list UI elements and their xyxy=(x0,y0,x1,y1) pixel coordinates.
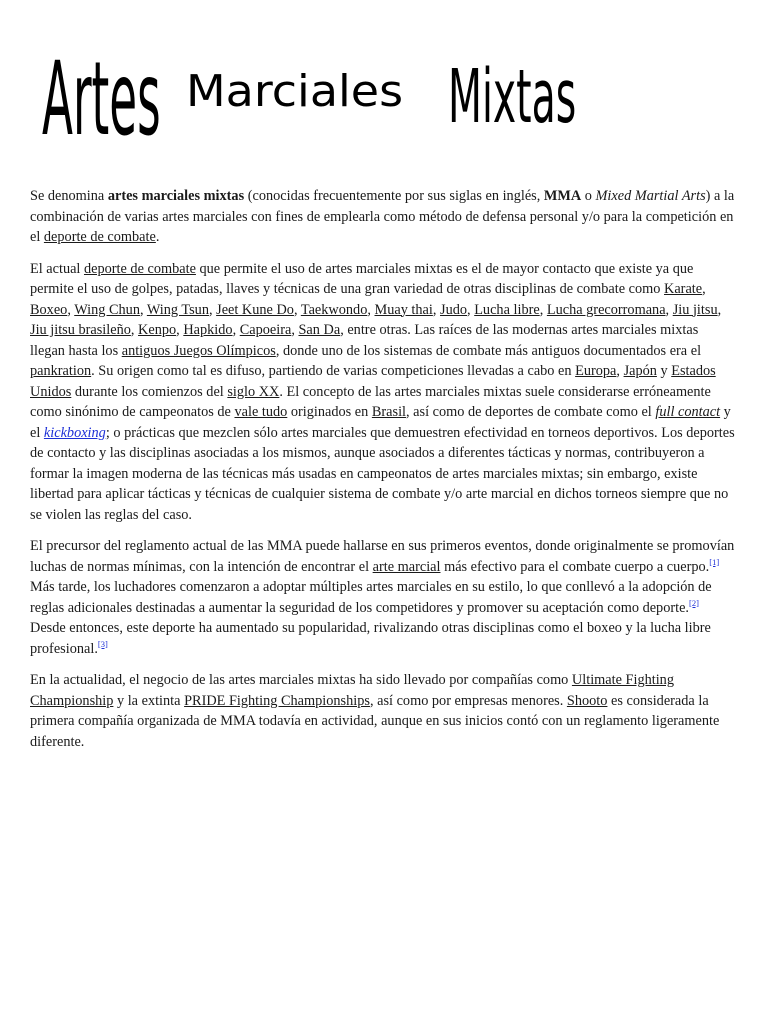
link-capoeira[interactable]: Capoeira xyxy=(239,322,292,338)
link-judo[interactable]: Judo xyxy=(440,301,468,318)
text: y la extinta xyxy=(113,692,185,709)
reference-link-2[interactable]: [2] xyxy=(689,597,699,608)
link-estados-unidos[interactable]: Estados Unidos xyxy=(30,363,716,400)
paragraph-definition xyxy=(30,186,736,248)
separator: , xyxy=(208,301,217,318)
reference-3 xyxy=(98,639,108,649)
paragraph-origins xyxy=(30,259,736,526)
separator: , xyxy=(467,301,475,318)
text: . El concepto de las artes marciales mixtas suele considerarse erróneamente como sinónimo de campeonatos de xyxy=(30,383,711,420)
text: ) a la combinación de varias artes marciales con fines de emplearla como método de defensa personal y/o para la competición en el xyxy=(30,188,735,245)
link-jeet-kune-do[interactable]: Jeet Kune Do xyxy=(216,301,294,318)
link-muay-thai[interactable]: Muay thai xyxy=(374,301,433,318)
link-deporte-de-combate[interactable]: deporte de combate xyxy=(43,229,156,245)
reference-2 xyxy=(689,598,699,608)
link-wing-chun[interactable]: Wing Chun xyxy=(74,301,140,318)
wordart-title xyxy=(36,30,616,150)
text: que permite el uso de artes marciales mixtas es el de mayor contacto que existe ya que permite el uso de golpes, patadas, llaves y técnicas de una gran variedad de otras disciplinas de combate como xyxy=(30,260,694,297)
link-full-contact[interactable]: full contact xyxy=(655,404,721,420)
link-karate[interactable]: Karate xyxy=(664,281,703,297)
text: y el xyxy=(30,404,731,441)
link-japon[interactable]: Japón xyxy=(623,363,657,379)
title-word-mixtas: Mixtas xyxy=(448,54,577,141)
text: . xyxy=(155,229,160,245)
separator: , xyxy=(367,301,375,318)
separator: , xyxy=(702,281,706,297)
text: Desde entonces, este deporte ha aumentado su popularidad, rivalizando otras disciplinas como el boxeo y la lucha libre profesional. xyxy=(30,620,711,657)
text: es considerada la primera compañía organizada de MMA todavía en actividad, aunque en sus inicios contó con un reglamento ligeramente diferente. xyxy=(30,692,720,750)
link-arte-marcial[interactable]: arte marcial xyxy=(372,558,441,575)
separator: , xyxy=(717,301,722,318)
separator: , xyxy=(130,322,139,338)
link-juegos-olimpicos[interactable]: antiguos Juegos Olímpicos xyxy=(121,342,276,359)
separator: , xyxy=(665,301,673,318)
link-jiu-jitsu-brasileno[interactable]: Jiu jitsu brasileño xyxy=(30,322,131,338)
separator: , xyxy=(539,301,547,318)
reference-link-1[interactable]: [1] xyxy=(709,556,720,567)
link-san-da[interactable]: San Da xyxy=(298,322,341,338)
separator: , xyxy=(293,301,301,318)
paragraph-rules xyxy=(30,536,736,659)
reference-link-3[interactable]: [3] xyxy=(97,638,108,649)
link-vale-tudo[interactable]: vale tudo xyxy=(234,404,288,420)
text: . Su origen como tal es difuso, partiendo de varias competiciones llevadas a cabo en xyxy=(91,363,576,379)
link-hapkido[interactable]: Hapkido xyxy=(183,322,233,338)
link-shooto[interactable]: Shooto xyxy=(566,692,608,709)
link-wing-tsun[interactable]: Wing Tsun xyxy=(146,301,209,318)
text: , así como de deportes de combate como el xyxy=(406,404,656,420)
text: El precursor del reglamento actual de las MMA puede hallarse en sus primeros eventos, donde originalmente se promovían luchas de normas mínimas, con la intención de encontrar el xyxy=(30,538,735,575)
separator: , xyxy=(291,322,299,338)
link-taekwondo[interactable]: Taekwondo xyxy=(300,301,368,318)
text: , entre otras. Las raíces de las modernas artes marciales mixtas llegan hasta los xyxy=(30,322,699,359)
link-brasil[interactable]: Brasil xyxy=(371,404,407,420)
link-deporte-de-combate-2[interactable]: deporte de combate xyxy=(83,260,196,277)
link-ufc[interactable]: Ultimate Fighting Championship xyxy=(30,672,674,709)
link-kickboxing[interactable]: kickboxing xyxy=(43,424,106,441)
text: Más tarde, los luchadores comenzaron a adoptar múltiples artes marciales en su estilo, lo que conllevó a la adopción de reglas adicionales destinadas a aumentar la seguridad de los competidores y promover su aceptación como deporte. xyxy=(30,579,712,616)
text: durante los comienzos del xyxy=(71,383,228,400)
paragraph-business xyxy=(30,670,736,752)
link-boxeo[interactable]: Boxeo xyxy=(30,301,68,318)
link-europa[interactable]: Europa xyxy=(575,363,617,379)
title-word-marciales: Marciales xyxy=(186,65,404,117)
text: , donde uno de los sistemas de combate más antiguos documentados era el xyxy=(275,342,702,359)
separator: , xyxy=(139,301,147,318)
text: ; o prácticas que mezclen sólo artes marciales que demuestren efectividad en torneos deportivos. Los deportes de contacto y las disciplinas asociadas a los mismos, aunque asociados a diferentes tácticas y normas, contribuyeron a formar la imagen moderna de las técnicas más usadas en campeonatos de artes marciales mixtas; sin embargo, existe libertad para aplicar tácticas y técnicas de cualquier sistema de combate y/o arte marcial en dichos torneos siempre que no se violen las reglas del caso. xyxy=(30,424,735,523)
reference-1 xyxy=(709,557,719,567)
link-kenpo[interactable]: Kenpo xyxy=(138,322,177,338)
link-siglo-xx[interactable]: siglo XX xyxy=(227,383,280,400)
separator: , xyxy=(616,363,624,379)
link-lucha-libre[interactable]: Lucha libre xyxy=(474,301,540,318)
separator: , xyxy=(432,301,441,318)
text: Se denomina xyxy=(30,188,108,204)
separator: , xyxy=(232,322,240,338)
link-lucha-grecorromana[interactable]: Lucha grecorromana xyxy=(546,301,666,318)
text: más efectivo para el combate cuerpo a cuerpo. xyxy=(440,558,710,575)
separator: , xyxy=(176,322,184,338)
text: El actual xyxy=(30,260,84,277)
link-pride[interactable]: PRIDE Fighting Championships xyxy=(184,692,370,709)
article-body xyxy=(30,186,736,763)
title-word-artes: Artes xyxy=(42,39,161,150)
link-pankration[interactable]: pankration xyxy=(30,363,92,379)
text: y xyxy=(656,363,672,379)
text: (conocidas frecuentemente por sus siglas en inglés, xyxy=(244,188,544,204)
text: originados en xyxy=(287,404,372,420)
english-term-italic: Mixed Martial Arts xyxy=(595,188,706,204)
text: En la actualidad, el negocio de las artes marciales mixtas ha sido llevado por compañías como xyxy=(30,672,572,688)
link-jiu-jitsu[interactable]: Jiu jitsu xyxy=(672,301,718,318)
term-bold: artes marciales mixtas xyxy=(107,188,245,204)
separator: , xyxy=(67,301,75,318)
text: o xyxy=(581,188,596,204)
text: , así como por empresas menores. xyxy=(369,692,567,709)
acronym-bold: MMA xyxy=(543,188,582,204)
